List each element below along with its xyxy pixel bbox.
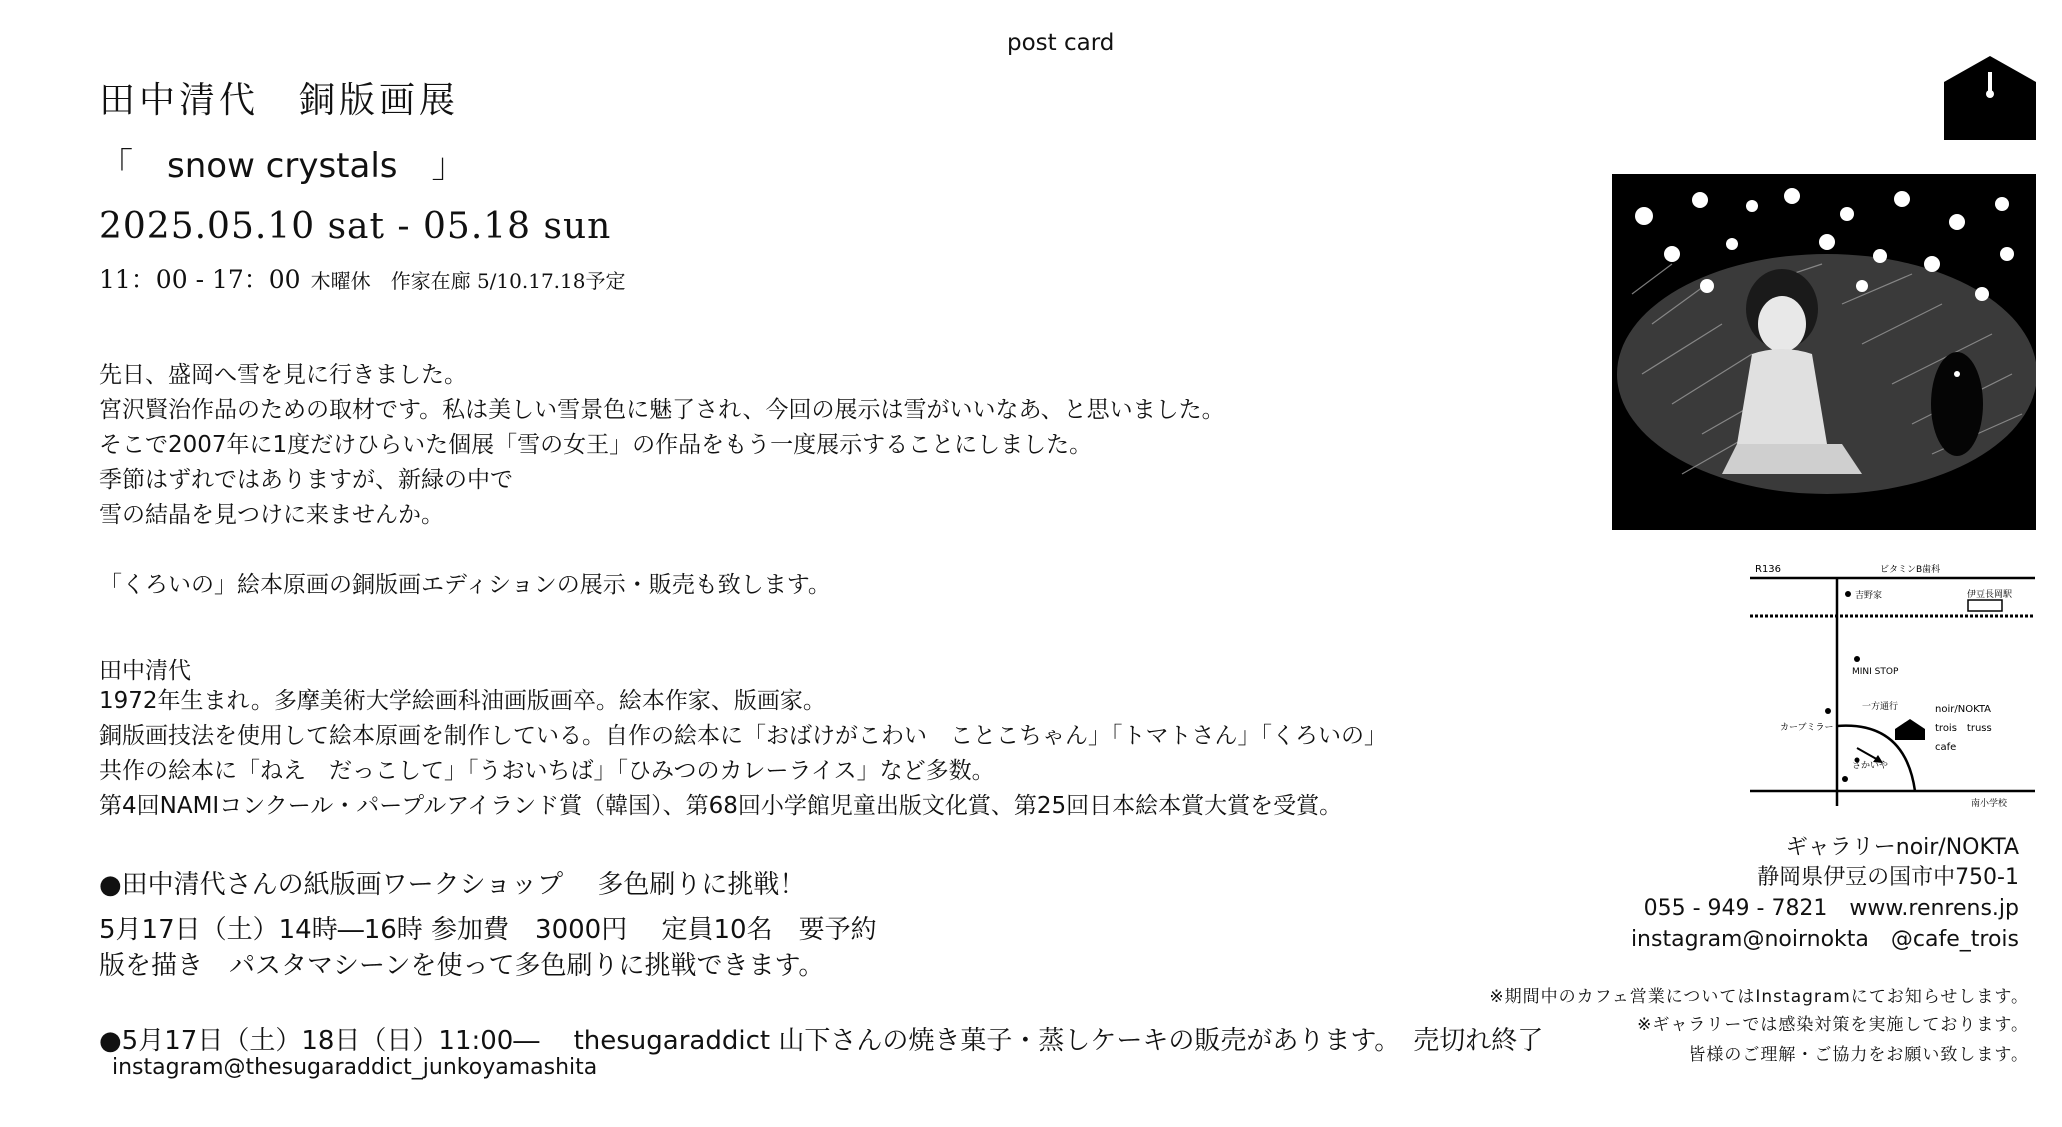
exhibition-title: 田中清代 銅版画展 [99, 80, 460, 121]
map-label-yoshinoya: 吉野家 [1855, 591, 1883, 601]
map-label-ministop: MINI STOP [1852, 667, 1899, 677]
map-label-mirror: カーブミラー [1780, 723, 1834, 733]
exhibition-subtitle: 「 snow crystals 」 [99, 146, 466, 186]
notice-infection-measures: ※ギャラリーでは感染対策を実施しております。 [1637, 1015, 2029, 1035]
notice-cooperation: 皆様のご理解・ご協力をお願い致します。 [1688, 1045, 2029, 1065]
bio-line: 1972年生まれ。多摩美術大学絵画科油画版画卒。絵本作家、版画家。 [99, 688, 826, 714]
intro-line: 季節はずれではありますが、新緑の中で [99, 467, 513, 493]
notice-cafe-hours: ※期間中のカフェ営業についてはInstagramにてお知らせします。 [1489, 987, 2029, 1007]
intro-line: そこで2007年に1度だけひらいた個展「雪の女王」の作品をもう一度展示することにしました。 [99, 432, 1093, 458]
edition-sale-note: 「くろいの」絵本原画の銅版画エディションの展示・販売も致します。 [99, 572, 831, 598]
map-label-gallery: noir/NOKTA [1935, 704, 1992, 715]
exhibition-dates: 2025.05.10 sat - 05.18 sun [99, 206, 612, 247]
intro-line: 雪の結晶を見つけに来ませんか。 [99, 502, 444, 528]
hours-note: 木曜休 作家在廊 5/10.17.18予定 [310, 269, 626, 293]
map-label-school: 南小学校 [1971, 799, 2008, 809]
postcard-label: post card [1007, 30, 1115, 56]
gallery-address: 静岡県伊豆の国市中750-1 [1757, 865, 2019, 890]
workshop-description: 版を描き パスタマシーンを使って多色刷りに挑戦できます。 [99, 951, 825, 981]
map-label-cafe-2: cafe [1935, 742, 1957, 753]
map-label-station: 伊豆長岡駅 [1967, 590, 2013, 600]
gallery-name: ギャラリーnoir/NOKTA [1785, 835, 2019, 860]
house-logo-icon [1944, 56, 2036, 140]
access-map [1745, 556, 2035, 812]
opening-hours [99, 260, 625, 296]
gallery-phone-web: 055 - 949 - 7821 www.renrens.jp [1643, 896, 2019, 921]
sweets-instagram: instagram@thesugaraddict_junkoyamashita [112, 1055, 598, 1080]
workshop-details [99, 912, 877, 984]
bio-line: 第4回NAMIコンクール・パープルアイランド賞（韓国）、第68回小学館児童出版文化賞、第25回日本絵本賞大賞を受賞。 [99, 793, 1343, 819]
etching-artwork-image [1612, 174, 2036, 530]
hours-text: 11：00 - 17：00 [99, 265, 301, 294]
intro-text [99, 358, 1225, 533]
map-label-dentist: ビタミンB歯科 [1880, 565, 1941, 575]
map-label-sakaiya: さかいや [1852, 761, 1889, 771]
map-label-cafe-1: trois truss [1935, 723, 1992, 734]
map-label-oneway: 一方通行 [1862, 702, 1899, 712]
artist-name: 田中清代 [99, 658, 191, 684]
intro-line: 先日、盛岡へ雪を見に行きました。 [99, 362, 467, 388]
workshop-heading: ●田中清代さんの紙版画ワークショップ 多色刷りに挑戦！ [99, 870, 806, 900]
gallery-instagram: instagram@noirnokta @cafe_trois [1630, 927, 2019, 952]
bio-line: 共作の絵本に「ねえ だっこして」「うおいちば」「ひみつのカレーライス」など多数。 [99, 758, 995, 784]
artist-bio [99, 684, 1387, 824]
map-label-road: R136 [1755, 564, 1782, 575]
bio-line: 銅版画技法を使用して絵本原画を制作している。自作の絵本に「おばけがこわい ことこちゃん」「トマトさん」「くろいの」 [99, 723, 1387, 749]
sweets-sale-notice: ●5月17日（土）18日（日）11:00― thesugaraddict 山下さんの焼き菓子・蒸しケーキの販売があります。 売切れ終了 [99, 1026, 1544, 1056]
workshop-schedule: 5月17日（土）14時―16時 参加費 3000円 定員10名 要予約 [99, 915, 877, 945]
intro-line: 宮沢賢治作品のための取材です。私は美しい雪景色に魅了され、今回の展示は雪がいいなあ、と思いました。 [99, 397, 1225, 423]
